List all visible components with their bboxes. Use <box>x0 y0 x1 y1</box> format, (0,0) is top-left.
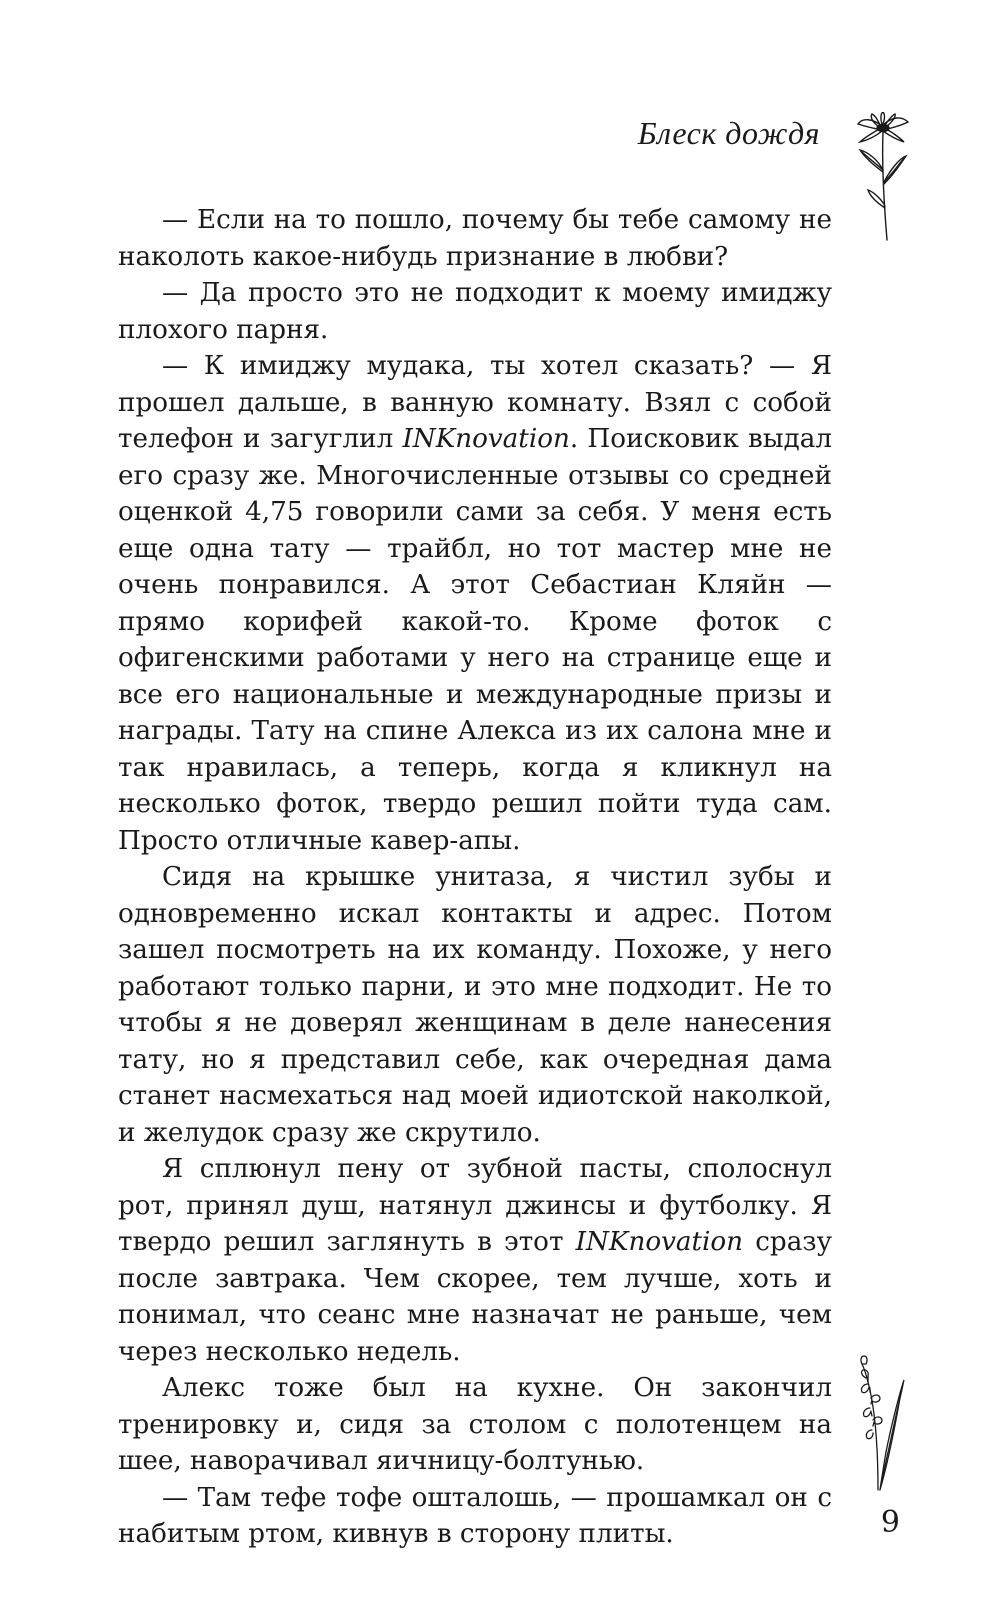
paragraph-3-part-a: — К имиджу мудака, ты хотел сказать? — Я прошел дальше, в ванную комнату. Взял с собой телефон и загуглил <box>118 351 832 454</box>
daisy-flower-icon <box>852 112 914 242</box>
paragraph-5 <box>118 1151 832 1370</box>
page-number: 9 <box>880 1505 900 1540</box>
paragraph-5-part-b: сразу после завтрака. Чем скорее, тем лучше, хоть и понимал, что сеанс мне назначат не раньше, чем через несколько недель. <box>118 1227 833 1367</box>
paragraph-3 <box>118 348 832 859</box>
paragraph-6: Алекс тоже был на кухне. Он закончил тренировку и, сидя за столом с полотенцем на шее, наворачивал яичницу-болтунью. <box>118 1373 832 1476</box>
paragraph-3-part-b: . Поисковик выдал его сразу же. Многочисленные отзывы со средней оценкой 4,75 говорили сами за себя. У меня есть еще одна тату — трайбл, но тот мастер мне не очень понравился. А этот Себастиан Кляйн — прямо корифей какой-то. Кроме фоток с офигенскими работами у него на странице еще и все его национальные и международные призы и награды. Тату на спине Алекса из их салона мне и так нравилась, а теперь, когда я кликнул на несколько фоток, твердо решил пойти туда сам. Просто отличные кавер-апы. <box>118 424 832 856</box>
paragraph-5-part-a: Я сплюнул пену от зубной пасты, сполоснул рот, принял душ, натянул джинсы и футболку. Я твердо решил заглянуть в этот <box>118 1154 832 1257</box>
lily-of-the-valley-icon <box>856 1352 910 1492</box>
running-title: Блеск дождя <box>637 115 820 151</box>
body-text <box>118 202 832 1553</box>
brand-name-italic: INKnovation <box>575 1227 744 1257</box>
brand-name-italic: INKnovation <box>402 424 570 454</box>
paragraph-4: Сидя на крышке унитаза, я чистил зубы и одновременно искал контакты и адрес. Потом зашел посмотреть на их команду. Похоже, у него работают только парни, и это мне подходит. Не то чтобы я не доверял женщинам в деле нанесения тату, но я представил себе, как очередная дама станет насмехаться над моей идиотской наколкой, и желудок сразу же скрутило. <box>118 862 832 1148</box>
paragraph-1: — Если на то пошло, почему бы тебе самому не наколоть какое-нибудь признание в любви? <box>118 205 832 272</box>
paragraph-2: — Да просто это не подходит к моему имиджу плохого парня. <box>118 278 832 345</box>
paragraph-7: — Там тефе тофе ошталошь, — прошамкал он с набитым ртом, кивнув в сторону плиты. <box>118 1482 832 1549</box>
